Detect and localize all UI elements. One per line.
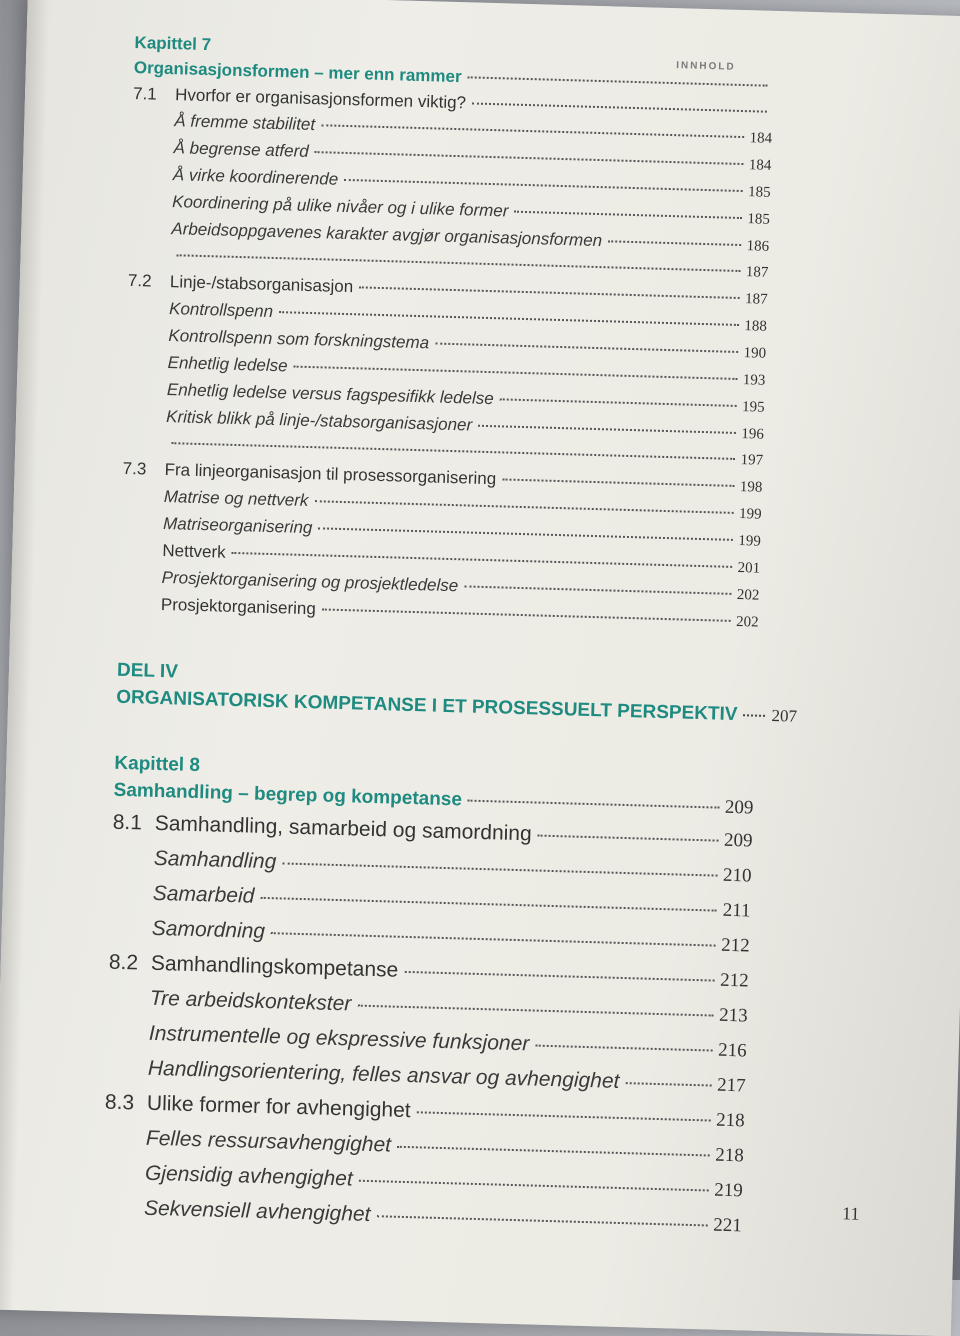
section-number xyxy=(119,609,161,610)
section-number: 7.1 xyxy=(132,83,158,104)
section-title: Prosjektorganisering xyxy=(160,594,317,619)
page-number: 186 xyxy=(746,238,770,255)
leader-dots xyxy=(472,102,767,112)
page-number: 209 xyxy=(724,796,754,819)
section-number: 8.3 xyxy=(104,1090,135,1115)
leader-dots xyxy=(357,1005,713,1017)
leader-dots xyxy=(314,500,733,514)
subsection-title: Handlingsorientering, felles ansvar og avhengighet xyxy=(147,1056,620,1093)
table-of-contents xyxy=(102,31,798,1243)
subsection-title: Sekvensiell avhengighet xyxy=(143,1196,371,1227)
page-number: 199 xyxy=(738,533,762,550)
subsection-title: Arbeidsoppgavenes karakter avgjør organisasjonsformen xyxy=(171,219,603,251)
leader-dots xyxy=(464,585,731,594)
section-title: Samhandling, samarbeid og samordning xyxy=(154,811,533,846)
subsection-title: Matrise og nettverk xyxy=(163,486,309,511)
page-number: 218 xyxy=(714,1144,745,1167)
section-number xyxy=(120,555,162,556)
section-number: 8.1 xyxy=(112,810,143,835)
running-head: INNHOLD xyxy=(675,60,736,73)
leader-dots xyxy=(344,179,742,192)
section-number: 7.3 xyxy=(122,458,147,479)
page-number: 212 xyxy=(719,969,749,992)
leader-dots xyxy=(315,151,743,165)
leader-dots xyxy=(514,211,741,219)
section-number: 8.2 xyxy=(108,950,139,975)
leader-dots xyxy=(376,1215,707,1226)
section-title: Hvorfor er organisasjonsformen viktig? xyxy=(174,85,467,113)
page-number: 195 xyxy=(741,399,765,416)
subsection-title: Enhetlig ledelse xyxy=(167,353,288,376)
subsection-title: Samordning xyxy=(151,916,266,943)
subsection-title: Å fremme stabilitet xyxy=(174,111,316,135)
leader-dots xyxy=(468,800,719,809)
section-number: 7.2 xyxy=(127,270,152,291)
leader-dots xyxy=(318,527,732,541)
subsection-title: Koordinering på ulike nivåer og i ulike former xyxy=(171,192,509,221)
leader-dots xyxy=(359,286,739,299)
page-number: 209 xyxy=(723,829,753,852)
page-number: 202 xyxy=(736,587,760,604)
subsection-title: Tre arbeidskontekster xyxy=(149,986,352,1016)
leader-dots xyxy=(535,1045,712,1052)
page-number: 218 xyxy=(715,1109,745,1132)
chapter-title: Samhandling – begrep og kompetanse xyxy=(113,779,463,811)
leader-dots xyxy=(417,1111,711,1121)
page-number: 184 xyxy=(749,130,773,147)
page-spine-shadow xyxy=(0,0,50,1310)
leader-dots xyxy=(397,1146,709,1157)
leader-dots xyxy=(322,608,730,621)
leader-dots xyxy=(282,862,717,876)
leader-dots xyxy=(608,240,741,246)
leader-dots xyxy=(468,76,768,86)
page-number: 217 xyxy=(716,1074,746,1097)
page-number: 221 xyxy=(712,1214,743,1237)
page-number: 216 xyxy=(717,1039,747,1062)
page-number: 184 xyxy=(748,157,772,174)
leader-dots xyxy=(478,425,735,434)
section-number xyxy=(123,447,165,448)
subsection-title: Prosjektorganisering og prosjektledelse xyxy=(161,567,459,596)
page-number: 187 xyxy=(745,264,769,281)
part-title: ORGANISATORISK KOMPETANSE I ET PROSESSUELT PERSPEKTIV xyxy=(115,686,738,726)
chapter-heading: Kapittel 8 xyxy=(114,752,201,777)
leader-dots xyxy=(260,897,717,912)
page-number: 187 xyxy=(744,291,768,308)
leader-dots xyxy=(404,971,714,982)
subsection-title: Å begrense atferd xyxy=(173,138,310,161)
subsection-title: Kritisk blikk på linje-/stabsorganisasjoner xyxy=(165,407,473,435)
subsection-title: Å virke koordinerende xyxy=(172,165,339,189)
section-title: Samhandlingskompetanse xyxy=(150,951,399,982)
leader-dots xyxy=(538,835,718,842)
subsection-title: Instrumentelle og ekspressive funksjoner xyxy=(148,1021,530,1056)
section-title: Linje-/stabsorganisasjon xyxy=(169,272,354,297)
leader-dots xyxy=(743,714,765,717)
page-number: 219 xyxy=(713,1179,744,1202)
section-title: Fra linjeorganisasjon til prosessorganisering xyxy=(164,460,497,489)
leader-dots xyxy=(171,442,734,460)
leader-dots xyxy=(502,478,734,486)
page-number: 197 xyxy=(740,452,764,469)
leader-dots xyxy=(177,254,740,272)
page-number: 199 xyxy=(738,506,762,523)
subsection-title: Enhetlig ledelse versus fagspesifikk ledelse xyxy=(166,380,495,409)
page-number: 193 xyxy=(742,372,766,389)
chapter-heading: Kapittel 7 xyxy=(134,32,212,55)
page-number: 185 xyxy=(747,211,771,228)
page-number: 201 xyxy=(737,560,761,577)
leader-dots xyxy=(279,311,738,326)
page-number: 207 xyxy=(771,706,798,726)
leader-dots xyxy=(294,366,737,380)
leader-dots xyxy=(232,552,732,568)
page-number: 190 xyxy=(743,345,767,362)
subsection-title: Samhandling xyxy=(153,846,277,874)
subsection-title: Felles ressursavhengighet xyxy=(145,1126,392,1157)
chapter-title: Organisasjonsformen – mer enn rammer xyxy=(133,57,462,87)
page-number: 212 xyxy=(720,934,750,957)
section-title: Nettverk xyxy=(162,540,226,562)
leader-dots xyxy=(271,932,715,946)
page-number: 211 xyxy=(722,899,751,922)
subsection-title: Samarbeid xyxy=(152,881,255,908)
subsection-title: Gjensidig avhengighet xyxy=(144,1161,354,1191)
page-number: 198 xyxy=(739,479,763,496)
page-number: 202 xyxy=(735,614,759,631)
folio-page-number: 11 xyxy=(841,1203,860,1224)
page-number: 210 xyxy=(722,864,752,887)
leader-dots xyxy=(625,1082,711,1086)
section-title: Ulike former for avhengighet xyxy=(146,1091,411,1123)
subsection-title: Matriseorganisering xyxy=(162,513,313,538)
leader-dots xyxy=(435,343,738,353)
page-number: 188 xyxy=(744,318,768,335)
leader-dots xyxy=(500,398,736,407)
page-number: 185 xyxy=(747,184,771,201)
subsection-title: Kontrollspenn som forskningstema xyxy=(168,326,430,353)
leader-dots xyxy=(359,1180,709,1192)
page-number: 196 xyxy=(741,426,765,443)
page-number: 213 xyxy=(718,1004,748,1027)
leader-dots xyxy=(321,124,744,138)
part-label: DEL IV xyxy=(116,659,179,683)
subsection-title: Kontrollspenn xyxy=(168,299,274,321)
